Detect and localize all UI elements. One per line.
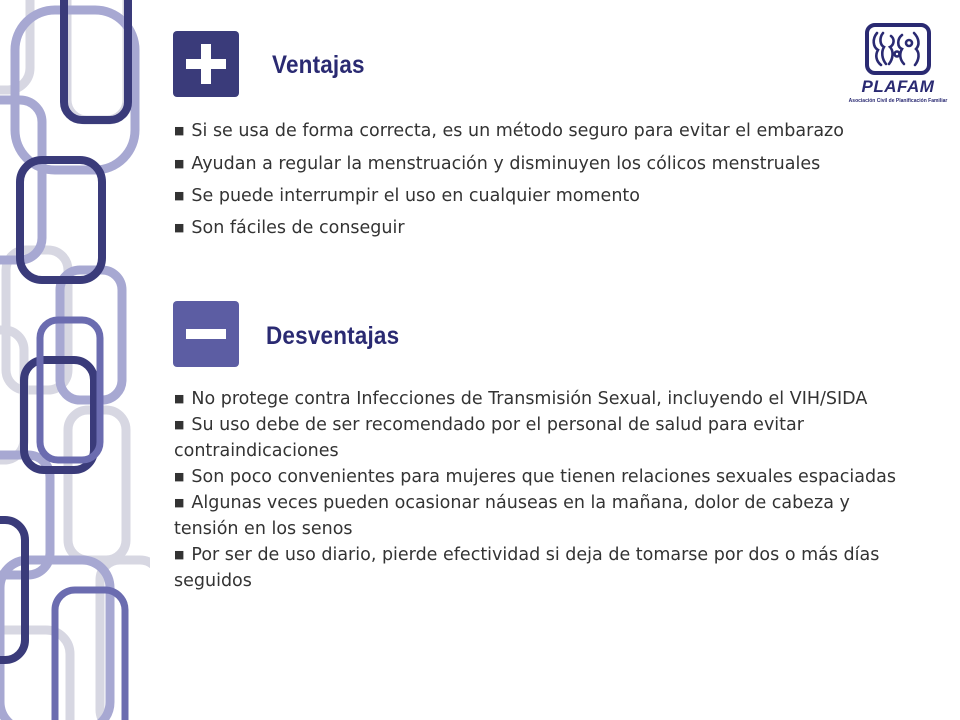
- advantages-list: [174, 118, 900, 241]
- disadvantages-list: [174, 386, 900, 594]
- logo-subtitle: Asociación Civil de Planificación Familiar: [848, 98, 948, 104]
- bullet-square-icon: ■: [174, 548, 185, 561]
- list-item: ■ Algunas veces pueden ocasionar náuseas en la mañana, dolor de cabeza y tensión en los senos: [174, 493, 850, 539]
- bullet-square-icon: ■: [174, 189, 185, 202]
- list-item: ■ No protege contra Infecciones de Transmisión Sexual, incluyendo el VIH/SIDA: [174, 389, 868, 409]
- bullet-square-icon: ■: [174, 392, 185, 405]
- plus-icon: [182, 40, 230, 88]
- family-faces-icon: [869, 27, 927, 71]
- list-item: ■ Se puede interrumpir el uso en cualquier momento: [174, 186, 640, 206]
- list-item: ■ Por ser de uso diario, pierde efectividad si deja de tomarse por dos o más días seguidos: [174, 545, 880, 591]
- bullet-square-icon: ■: [174, 496, 185, 509]
- bullet-square-icon: ■: [174, 124, 185, 137]
- list-item: ■ Son fáciles de conseguir: [174, 218, 405, 238]
- list-item: ■ Son poco convenientes para mujeres que tienen relaciones sexuales espaciadas: [174, 467, 896, 487]
- list-item: ■ Si se usa de forma correcta, es un método seguro para evitar el embarazo: [174, 121, 844, 141]
- bullet-square-icon: ■: [174, 157, 185, 170]
- logo-name: PLAFAM: [861, 77, 935, 96]
- decorative-chain-pattern: [0, 0, 150, 720]
- advantages-heading: Ventajas: [272, 51, 365, 79]
- list-item: ■ Ayudan a regular la menstruación y disminuyen los cólicos menstruales: [174, 154, 821, 174]
- plafam-logo: [848, 23, 948, 113]
- minus-icon-box: [173, 301, 239, 367]
- list-item: ■ Su uso debe de ser recomendado por el personal de salud para evitar contraindicaciones: [174, 415, 804, 461]
- bullet-square-icon: ■: [174, 221, 185, 234]
- bullet-square-icon: ■: [174, 418, 185, 431]
- bullet-square-icon: ■: [174, 470, 185, 483]
- logo-frame: [865, 23, 931, 75]
- disadvantages-heading: Desventajas: [266, 322, 400, 350]
- plus-icon-box: [173, 31, 239, 97]
- minus-icon: [182, 310, 230, 358]
